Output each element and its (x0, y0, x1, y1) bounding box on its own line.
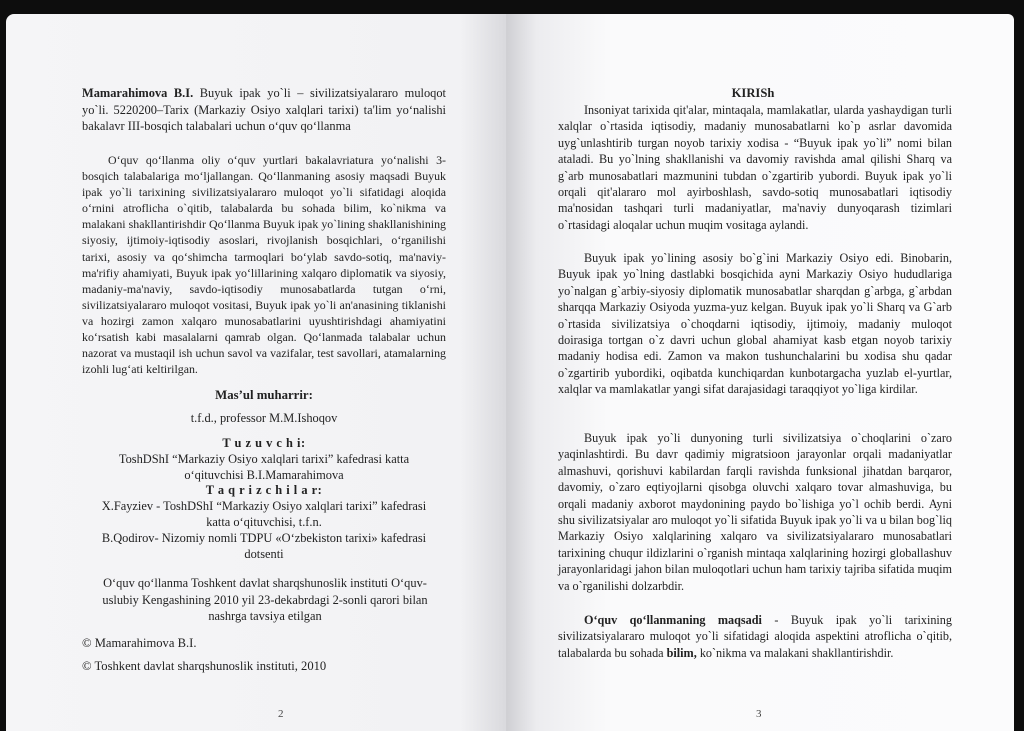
reviewers-heading: T a q r i z c h i l a r: (205, 483, 323, 497)
page-number-right: 3 (756, 708, 762, 720)
citation (82, 85, 446, 135)
reviewer1-line2: katta o‘qituvchisi, t.f.n. (206, 515, 322, 529)
citation-author: Mamarahimova B.I. (82, 86, 194, 100)
reviewer2-line1: B.Qodirov- Nizomiy nomli TDPU «O‘zbekiston tarixi» kafedrasi (101, 531, 427, 545)
approval-note: O‘quv qo‘llanma Toshkent davlat sharqshunoslik instituti O‘quv-uslubiy Kengashining 2010 yil 23-dekabrdagi 2-sonli qarori bilan nashrga tavsiya etilgan (102, 576, 428, 624)
copyright-institute: © Toshkent davlat sharqshunoslik instituti, 2010 (82, 659, 327, 673)
editor-heading: Mas’ul muharrir: (215, 388, 313, 402)
reviewer1-line1: X.Fayziev - ToshDShI “Markaziy Osiyo xalqlari tarixi” kafedrasi (101, 499, 427, 513)
compiler-line1: ToshDShI “Markaziy Osiyo xalqlari tarixi” kafedrasi katta (118, 452, 410, 466)
manual-goal-label: O‘quv qo‘llanmaning maqsadi (584, 613, 762, 627)
intro-paragraph-1: Insoniyat tarixida qit'alar, mintaqala, mamlakatlar, ularda yashaydigan turli xalqlar o`rtasida iqtisodiy, madaniy munosabatlarni ko`p asrlar davomida uyg`unlashtirib turgan noyob tarixiy xodisa - “Buyuk ipak yo`li” nomi bilan ataladi. Bu yo`lning shakllanishi va davomiy ravishda amal qilishi Sharq va g`arb munosabatlari mazmunini tubdan o`zgartirib yubordi. Buyuk ipak yo`li orqali qit'alararo mol ayirboshlash, savdo-sotiq munosabatlari iqtisodiy ma'nosidan tashqari turli madaniyatlar, ma'naviy dunyoqarash tizimlari o`rtasidagi aloqalar uchun muqim vositaga aylandi. (558, 103, 952, 232)
introduction-heading: KIRISh (731, 86, 775, 100)
abstract: O‘quv qo‘llanma oliy o‘quv yurtlari bakalavriatura yo‘nalishi 3-bosqich talabalariga mo‘ljallangan. Qo‘llanmaning asosiy maqsadi Buyuk ipak yo`li tarixining sivilizatsiyalararo muloqot yo`li sifatidagi aloqida o‘rnini atroflicha o`qitib, talabalarda bu sohada bilim, ko`nikma va malakani shakllantirishdir Qo‘llanma Buyuk ipak yo`lining shakllanishining siyosiy, ijtimoiy-iqtisodiy asoslari, rivojlanish bosqichlari, o‘rganilishi tarixi, asosiy va qo‘shimcha tarmoqlari bo‘ylab savdo-sotiq, ma'naviy-ma'rifiy ahamiyati, Buyuk ipak yo‘lillarining xalqaro diplomatik va siyosiy, madaniy-ma'naviy, savdo-iqtisodiy munosabatlarda tutgan o‘rni, sivilizatsiyalararo muloqot vositasi, Buyuk ipak yo`li an'anasining tiklanishi va hozirgi zamon xalqaro munosabatlarini uyushtirishdagi ahamiyatini ko‘rsatish kabi masalalarni qamrab olgan. Qo‘lanmada talabalar uchun nazorat va mustaqil ish uchun savol va vazifalar, test savollari, atamalarning izohli lug‘ati keltirilgan. (82, 153, 446, 377)
compiler-line2: o‘qituvchisi B.I.Mamarahimova (184, 468, 344, 482)
intro-paragraph-2: Buyuk ipak yo`lining asosiy bo`g`ini Markaziy Osiyo edi. Binobarin, Buyuk ipak yo`lning dastlabki bosqichida ayni Markaziy Osiyo hududlariga yo`nalgan g`arbiy-siyosiy diplomatik munosabatlar sharqdan g`arbga, g`arbdan sharqqa Markaziy Osiyoda yuzma-yuz kelgan. Buyuk ipak yo`li Sharq va G`arb o`rtasida sivilizatsiya o`choqdarni iqtisodiy, ijtimoiy, madaniy muloqot doirasiga tortgan o`z davri uchun global ahamiyat kasb etgan noyob tarixiy madaniy hodisa edi. Zamon va makon tushunchalarini bu xodisa shu qadar o`zgartirib yubordiki, oqibatda kunchiqardan kunbotargacha yuzlab el-yurtlar, xalqlar va mamlakatlar yangi sifat darajasidagi taraqqiyot yo`liga kirdilar. (558, 251, 952, 397)
intro-paragraph-3: Buyuk ipak yo`li dunyoning turli sivilizatsiya o`choqlarini o`zaro yaqinlashtirdi. Bu davr qadimiy migratsioon jarayonlar orqali madaniyatlar almashuvi, qorishuvi kabilardan farqli ravishda funksional jihatdan barqaror, davomiy, o`zaro eqtiyojlarni qisobga oluvchi xalqaro tovar almashuviga, bu orqali madaniy axborot maydonining paydo bo`lishiga yo`l ochib berdi. Ayni shu sivilizatsiyalar aro muloqot yo`li sifatida Buyuk ipak yo`li va u bilan bog`liq Markaziy Osiyo xalqlarining xalqaro va sivilizatsiyalararo munosabatlari tarixining chuqur ildizlarini o`rganish mintaqa xalqlarining hozirgi globallashuv jarayonlaridagi jahon bilan muloqotlari uchun ham tarixiy tajriba sifatida muqim va o`rganilishi dolzarbdir. (558, 431, 952, 593)
intro-paragraph-4 (558, 612, 952, 661)
manual-goal-text: - Buyuk ipak yo`li tarixining sivilizatsiyalararo muloqot yo`li sifatidagi aloqida aspektini atroflicha o`qitib, talabalarda bu sohada (558, 613, 952, 660)
manual-goal-text-end: ko`nikma va malakani shakllantirishdir. (696, 645, 894, 660)
page-number-left: 2 (278, 708, 284, 720)
compiler-heading: T u z u v c h i: (222, 436, 306, 450)
editor-name: t.f.d., professor M.M.Ishoqov (190, 411, 338, 425)
copyright-author: © Mamarahimova B.I. (82, 636, 197, 650)
manual-goal-emphasis: bilim, (666, 645, 697, 660)
left-page (6, 14, 522, 731)
reviewer2-line2: dotsenti (244, 547, 284, 561)
right-page (506, 14, 1014, 731)
citation-text: Buyuk ipak yo`li – sivilizatsiyalararo muloqot yo`li. 5220200–Tarix (Markaziy Osiyo xalqlari tarixi) ta'lim yo‘nalishi bakalavr III-bosqich talabalari uchun o‘quv qo‘llanma (82, 86, 446, 134)
